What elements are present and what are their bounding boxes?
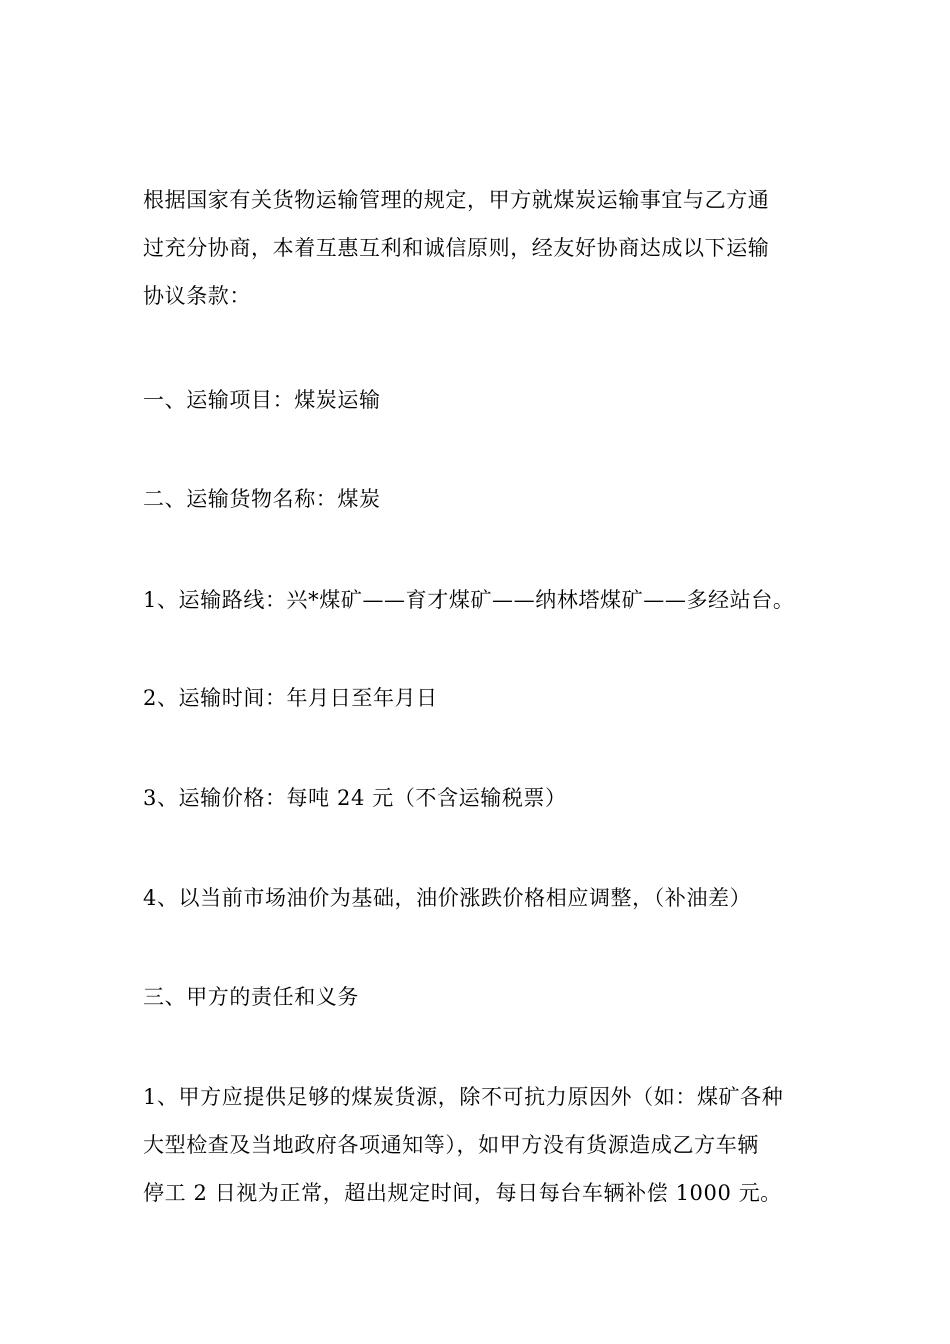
intro-line-3: 协议条款： bbox=[143, 284, 251, 308]
item-transport-route bbox=[143, 576, 811, 624]
item-3-text: 3、运输价格：每吨 24 元（不含运输税票） bbox=[143, 786, 567, 810]
item-4-text: 4、以当前市场油价为基础，油价涨跌价格相应调整，（补油差） bbox=[143, 886, 752, 910]
intro-line-2: 过充分协商，本着互惠互利和诚信原则，经友好协商达成以下运输 bbox=[143, 236, 770, 260]
item-1-text: 1、运输路线：兴*煤矿——育才煤矿——纳林塔煤矿——多经站台。 bbox=[143, 588, 795, 612]
clause-1-line-3: 停工 2 日视为正常，超出规定时间，每日每台车辆补偿 1000 元。 bbox=[143, 1181, 782, 1205]
intro-line-1: 根据国家有关货物运输管理的规定，甲方就煤炭运输事宜与乙方通 bbox=[143, 188, 770, 212]
clause-coal-supply bbox=[143, 1073, 811, 1217]
section-3-text: 三、甲方的责任和义务 bbox=[143, 985, 359, 1009]
item-2-text: 2、运输时间：年月日至年月日 bbox=[143, 686, 438, 710]
section-heading-transport-project bbox=[143, 376, 811, 424]
section-heading-cargo-name bbox=[143, 475, 811, 523]
section-heading-party-a-duties bbox=[143, 973, 811, 1021]
item-transport-price bbox=[143, 774, 811, 822]
section-1-text: 一、运输项目：煤炭运输 bbox=[143, 388, 381, 412]
intro-paragraph bbox=[143, 176, 811, 320]
clause-1-line-2: 大型检查及当地政府各项通知等），如甲方没有货源造成乙方车辆 bbox=[143, 1133, 759, 1157]
section-2-text: 二、运输货物名称：煤炭 bbox=[143, 487, 381, 511]
clause-1-line-1: 1、甲方应提供足够的煤炭货源，除不可抗力原因外（如：煤矿各种 bbox=[143, 1085, 784, 1109]
item-transport-time bbox=[143, 674, 811, 722]
item-oil-price-adjustment bbox=[143, 874, 811, 922]
